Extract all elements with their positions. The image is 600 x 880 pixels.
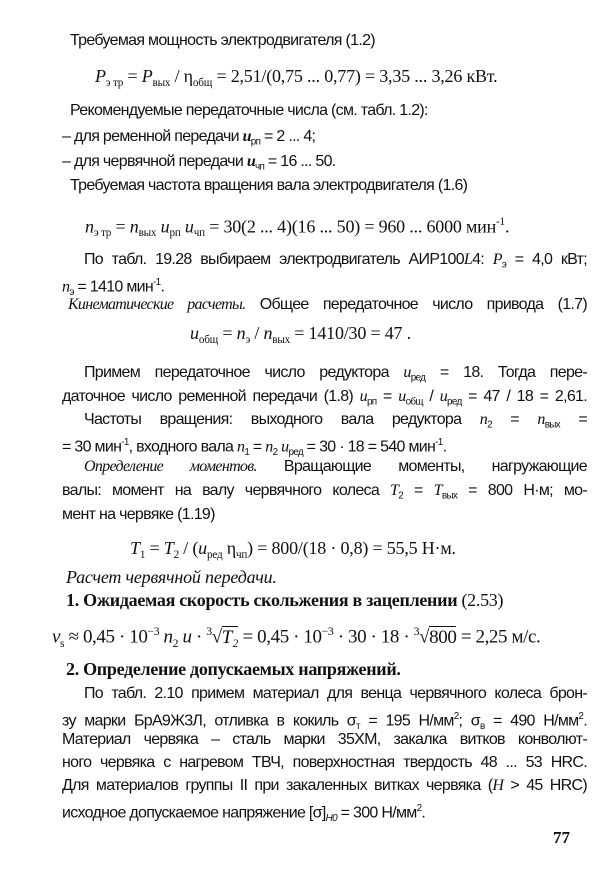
text-segment: 2	[272, 446, 278, 458]
list-item	[62, 127, 315, 152]
text-line	[84, 250, 587, 275]
text-line	[70, 101, 428, 121]
text-segment: η	[222, 538, 236, 558]
text-segment: общ	[405, 396, 423, 408]
text-segment: =	[111, 216, 130, 237]
text-segment: u	[182, 626, 192, 648]
text-segment: ≈ 0,45 · 10	[64, 626, 148, 648]
text-segment: n	[236, 323, 246, 343]
text-segment: – для ременной передачи	[62, 128, 243, 145]
text-segment: 3	[206, 625, 212, 638]
text-segment: валы: момент на валу червячного колеса	[62, 482, 391, 499]
text-segment: Требуемая частота вращения вала электродвигателя (1.6)	[70, 177, 468, 194]
text-segment: (2.53)	[457, 590, 504, 610]
text-segment: 3	[413, 625, 420, 638]
text-segment: =	[145, 538, 164, 558]
formula-torque	[130, 538, 456, 565]
text-segment: = 2 ... 4;	[260, 128, 316, 145]
text-segment: ) = 800/(18 · 0,8) = 55,5 Н·м.	[247, 538, 456, 558]
text-segment: −3	[147, 625, 160, 638]
text-segment: u	[439, 388, 448, 405]
text-segment: -1	[496, 216, 505, 228]
list-item	[62, 152, 336, 177]
text-segment: n	[85, 216, 94, 237]
page-number: 77	[553, 828, 570, 847]
text-segment: n	[62, 278, 70, 296]
text-segment: .	[504, 216, 510, 237]
text-segment: Частоты вращения: выходного вала редуктора	[84, 411, 480, 428]
text-segment: T	[433, 482, 442, 499]
text-segment: По табл. 2.10 примем материал для венца червячного колеса брон-	[84, 685, 587, 702]
text-segment: u	[398, 388, 406, 405]
formula-sliding-speed	[52, 622, 540, 654]
text-segment: рп	[250, 136, 261, 148]
text-segment: H	[492, 777, 504, 794]
text-line	[84, 457, 587, 477]
text-segment: – для червячной передачи	[62, 153, 247, 170]
text-segment: 1	[244, 446, 250, 458]
text-segment: = 1410 мин	[73, 278, 154, 296]
text-line	[84, 684, 587, 704]
text-segment: P	[141, 66, 153, 86]
text-line	[84, 410, 587, 435]
text-segment: = 2,51/(0,75 ... 0,77) = 3,35 ... 3,26 кВт.	[212, 66, 498, 86]
text-segment: =	[376, 388, 399, 405]
text-segment: вых	[441, 490, 458, 502]
text-segment: чп	[255, 161, 265, 173]
text-segment: n	[129, 216, 139, 237]
text-segment: =	[249, 438, 266, 456]
text-segment: э тр	[93, 227, 112, 240]
text-segment: / η	[170, 66, 193, 86]
heading-2	[66, 659, 401, 679]
text-line	[62, 387, 587, 412]
text-segment: √	[419, 626, 430, 648]
text-segment: T	[163, 538, 174, 558]
text-segment: э	[69, 286, 74, 298]
text-segment: По табл. 19.28 выбираем электродвигатель АИР100	[84, 251, 464, 268]
text-segment: ; σ	[458, 712, 480, 730]
text-segment: = 47 / 18 = 2,61.	[461, 388, 587, 405]
text-segment: n	[163, 626, 173, 648]
text-segment: n	[479, 411, 488, 428]
text-segment: s	[60, 636, 65, 650]
text-segment: вых	[152, 76, 171, 89]
text-line	[62, 730, 587, 750]
text-segment: /	[422, 388, 440, 405]
text-segment: Определение моментов.	[84, 458, 257, 475]
text-segment: n	[265, 438, 273, 456]
text-segment: · 30 · 18 ·	[333, 626, 414, 648]
text-segment: / (	[178, 538, 199, 558]
text-segment: =	[403, 482, 434, 499]
text-segment: э тр	[105, 76, 124, 89]
text-segment: .	[421, 804, 426, 822]
formula-ratio	[190, 323, 411, 350]
text-segment: u	[184, 216, 194, 237]
text-segment: = 300 Н/мм	[336, 804, 417, 822]
text-segment: = 30 мин	[62, 438, 122, 456]
text-segment: Рекомендуемые передаточные числа (см. табл. 1.2):	[70, 102, 428, 119]
text-segment: 2	[487, 419, 492, 431]
text-segment: э	[501, 259, 507, 271]
text-segment: мент на червяке (1.19)	[62, 506, 215, 523]
text-segment: в	[479, 720, 485, 732]
text-segment: u	[246, 153, 256, 170]
text-segment: = 30(2 ... 4)(16 ... 50) = 960 ... 6000 мин	[204, 216, 497, 237]
text-segment: общ	[192, 76, 213, 89]
text-segment: -1	[435, 437, 443, 448]
text-line	[70, 31, 375, 51]
text-segment: n	[537, 411, 545, 428]
text-segment: H0	[325, 812, 337, 824]
text-segment: n	[237, 438, 245, 456]
text-segment: > 45 HRC)	[503, 777, 587, 794]
text-segment: = 1410/30 = 47 .	[290, 323, 411, 343]
text-segment: ред	[206, 548, 223, 561]
text-segment: u	[359, 388, 367, 405]
text-segment: чп	[235, 548, 248, 561]
text-line	[62, 481, 587, 506]
text-segment: v	[52, 626, 61, 648]
text-segment: = 490 Н/мм	[484, 712, 579, 730]
text-segment: = 4,0 кВт;	[506, 251, 587, 268]
text-segment: Вращающие моменты, нагружающие	[256, 458, 587, 475]
text-line	[84, 363, 587, 388]
text-line	[68, 295, 587, 315]
heading-1	[66, 590, 503, 610]
text-segment: Общее передаточное число привода (1.7)	[245, 296, 587, 313]
text-segment: 1	[139, 548, 146, 561]
text-segment: -1	[153, 277, 161, 288]
text-segment: T₂	[221, 626, 239, 648]
text-segment: чп	[193, 227, 205, 240]
text-segment: т	[356, 720, 360, 732]
text-segment: = 18. Тогда пере-	[425, 364, 587, 381]
text-segment: зу марки БрА9Ж3Л, отливка в кокиль σ	[62, 712, 356, 730]
text-segment: .	[583, 712, 587, 730]
text-segment: .	[442, 438, 447, 456]
text-segment: рп	[366, 396, 377, 408]
text-segment: T	[130, 538, 140, 558]
text-segment: /	[250, 323, 264, 343]
text-segment: P	[95, 66, 106, 86]
text-segment: = 800 Н·м; мо-	[457, 482, 587, 499]
text-segment: исходное допускаемое напряжение [σ]	[62, 804, 326, 822]
text-segment: вых	[544, 419, 560, 431]
text-segment: ·	[191, 626, 207, 648]
text-segment: вых	[272, 333, 290, 346]
text-segment: 2	[172, 636, 179, 650]
text-segment: Расчет червячной передачи.	[66, 567, 277, 587]
text-segment: =	[491, 411, 538, 428]
text-segment: L	[463, 251, 473, 268]
text-line	[62, 753, 587, 773]
text-segment: Требуемая мощность электродвигателя (1.2)	[70, 32, 375, 49]
text-segment: 1. Ожидаемая скорость скольжения в зацеплении	[66, 590, 458, 610]
text-segment: u	[190, 323, 199, 343]
text-segment: Для материалов группы II при закаленных витках червяка (	[62, 777, 493, 794]
text-segment: n	[263, 323, 273, 343]
text-segment: общ	[198, 333, 219, 346]
text-segment: 2	[173, 548, 179, 561]
text-segment: u	[403, 364, 411, 381]
text-line	[70, 176, 467, 196]
formula-speed	[85, 212, 509, 243]
text-line	[62, 776, 587, 796]
text-segment: ред	[288, 446, 303, 458]
text-segment: u	[281, 438, 289, 456]
text-segment: .	[160, 278, 165, 296]
text-segment: = 16 ... 50.	[264, 153, 336, 170]
text-segment: -1	[121, 437, 129, 448]
text-segment: T	[390, 482, 399, 499]
text-line	[62, 799, 425, 829]
text-segment: −3	[321, 625, 334, 638]
text-segment: =	[123, 66, 142, 86]
text-segment: 2	[398, 490, 404, 502]
text-segment: рп	[169, 227, 181, 240]
text-segment: = 30 · 18 = 540 мин	[302, 438, 436, 456]
text-segment: =	[218, 323, 237, 343]
text-segment: Кинематические расчеты.	[68, 296, 246, 313]
text-segment: = 2,25 м/с.	[456, 626, 541, 648]
text-segment: = 195 Н/мм	[359, 712, 454, 730]
text-segment: u	[198, 538, 207, 558]
text-segment: ред	[447, 396, 462, 408]
formula-power	[95, 66, 497, 93]
text-segment: даточное число ременной передачи (1.8)	[62, 388, 360, 405]
text-segment: u	[242, 128, 251, 145]
text-segment: u	[160, 216, 170, 237]
text-segment: э	[245, 333, 251, 346]
text-segment: √	[211, 626, 222, 648]
text-segment: 2	[416, 803, 422, 814]
text-segment: 4:	[472, 251, 493, 268]
text-segment: ного червяка с нагревом ТВЧ, поверхностная твердость 48 ... 53 HRC.	[62, 754, 587, 771]
text-segment: Примем передаточное число редуктора	[84, 364, 404, 381]
text-segment: 2	[453, 711, 459, 722]
text-segment: 2	[578, 711, 584, 722]
text-segment: 800	[429, 626, 457, 648]
text-segment: P	[492, 251, 502, 268]
text-segment: = 0,45 · 10	[238, 626, 322, 648]
text-line	[62, 505, 215, 525]
text-segment: 2. Определение допускаемых напряжений.	[66, 659, 401, 679]
text-segment: ред	[410, 372, 426, 384]
text-segment: Материал червяка – сталь марки 35ХМ, закалка витков конволют-	[62, 731, 587, 748]
text-segment: , входного вала	[128, 438, 237, 456]
section-title	[66, 567, 277, 587]
text-segment: =	[559, 411, 588, 428]
text-segment: вых	[138, 227, 157, 240]
